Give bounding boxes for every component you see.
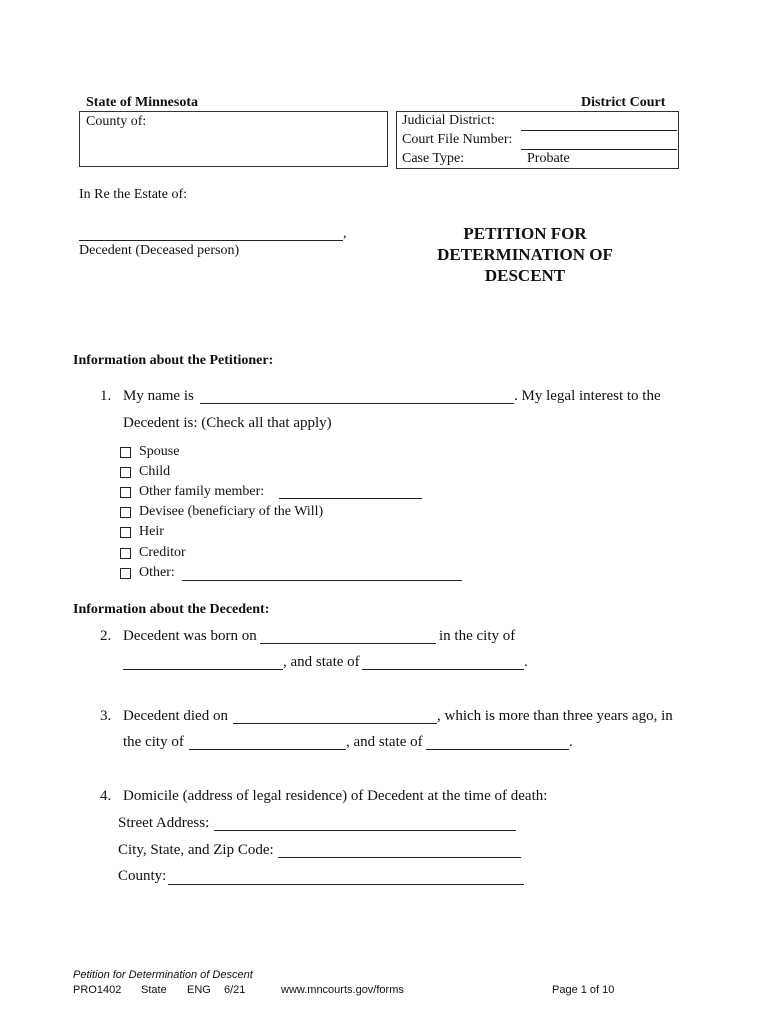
footer-revision: 6/21 (224, 984, 246, 996)
item-number: 1. (100, 388, 112, 404)
street-address-field[interactable] (214, 830, 516, 831)
footer-jurisdiction: State (141, 984, 167, 996)
petitioner-name-field[interactable] (200, 403, 514, 404)
court-info-box (396, 111, 679, 169)
footer-form-title: Petition for Determination of Descent (73, 969, 253, 981)
case-type-value: Probate (527, 151, 570, 166)
domicile-county-label: County: (118, 868, 167, 884)
q3-text-mid: , which is more than three years ago, in (437, 708, 673, 724)
case-type-label: Case Type: (402, 151, 465, 166)
title-line: DESCENT (484, 266, 566, 285)
street-address-label: Street Address: (118, 815, 210, 831)
checkbox-icon[interactable] (120, 507, 131, 518)
checkbox-label: Creditor (139, 545, 186, 560)
footer-language: ENG (187, 984, 211, 996)
other-interest-field[interactable] (182, 580, 462, 581)
death-city-field[interactable] (189, 749, 346, 750)
other-family-member-field[interactable] (279, 498, 422, 499)
death-state-field[interactable] (426, 749, 569, 750)
q3-line2-mid: , and state of (346, 734, 423, 750)
checkbox-icon[interactable] (120, 568, 131, 579)
checkbox-icon[interactable] (120, 447, 131, 458)
checkbox-option-child[interactable] (120, 463, 170, 481)
item-number: 2. (100, 628, 112, 644)
q3-text: Decedent died on (123, 708, 228, 724)
title-line: PETITION FOR (463, 224, 587, 243)
decedent-section-heading: Information about the Decedent: (73, 602, 270, 617)
court-file-number-field[interactable] (521, 149, 677, 150)
checkbox-label: Other: (139, 565, 175, 580)
birth-state-field[interactable] (362, 669, 524, 670)
checkbox-option-heir[interactable] (120, 523, 164, 541)
checkbox-option-devisee[interactable] (120, 503, 323, 521)
q3-line2: the city of (123, 734, 184, 750)
q3-line2-end: . (569, 734, 573, 750)
q2-text: Decedent was born on (123, 628, 257, 644)
domicile-county-field[interactable] (168, 884, 524, 885)
q1-text: My name is (123, 388, 194, 404)
footer-form-code: PRO1402 (73, 984, 122, 996)
death-date-field[interactable] (233, 723, 437, 724)
q2-line2-end: . (524, 654, 528, 670)
checkbox-label: Devisee (beneficiary of the Will) (139, 504, 324, 519)
checkbox-icon[interactable] (120, 548, 131, 559)
document-title (405, 223, 645, 286)
decedent-name-field[interactable] (79, 240, 343, 241)
footer-page-number: Page 1 of 10 (552, 984, 615, 996)
checkbox-label: Child (139, 464, 171, 479)
item-number: 4. (100, 788, 112, 804)
petitioner-section-heading: Information about the Petitioner: (73, 353, 274, 368)
checkbox-label: Heir (139, 524, 164, 539)
q2-text-mid: in the city of (439, 628, 516, 644)
decedent-name-comma: , (343, 226, 347, 241)
in-re-estate-label: In Re the Estate of: (79, 187, 188, 202)
checkbox-label: Spouse (139, 444, 180, 459)
birth-city-field[interactable] (123, 669, 283, 670)
checkbox-option-creditor[interactable] (120, 544, 186, 562)
item-number: 3. (100, 708, 112, 724)
q1-text-end: . My legal interest to the (514, 388, 661, 404)
decedent-label: Decedent (Deceased person) (79, 243, 240, 258)
q1-line2: Decedent is: (Check all that apply) (123, 415, 332, 431)
state-heading: State of Minnesota (86, 95, 198, 110)
checkbox-icon[interactable] (120, 467, 131, 478)
court-file-number-label: Court File Number: (402, 132, 513, 147)
checkbox-icon[interactable] (120, 527, 131, 538)
checkbox-option-other[interactable] (120, 564, 175, 582)
county-box (79, 111, 388, 167)
court-heading: District Court (581, 95, 666, 110)
birth-date-field[interactable] (260, 643, 436, 644)
checkbox-option-other-family[interactable] (120, 483, 264, 501)
q2-line2-mid: , and state of (283, 654, 360, 670)
city-state-zip-label: City, State, and Zip Code: (118, 842, 274, 858)
judicial-district-field[interactable] (521, 130, 677, 131)
q4-text: Domicile (address of legal residence) of Decedent at the time of death: (123, 788, 548, 804)
checkbox-option-spouse[interactable] (120, 443, 179, 461)
judicial-district-label: Judicial District: (402, 113, 495, 128)
checkbox-label: Other family member: (139, 484, 265, 499)
city-state-zip-field[interactable] (278, 857, 521, 858)
county-label: County of: (86, 114, 147, 129)
checkbox-icon[interactable] (120, 487, 131, 498)
title-line: DETERMINATION OF (437, 245, 613, 264)
footer-website-link[interactable]: www.mncourts.gov/forms (281, 984, 404, 996)
